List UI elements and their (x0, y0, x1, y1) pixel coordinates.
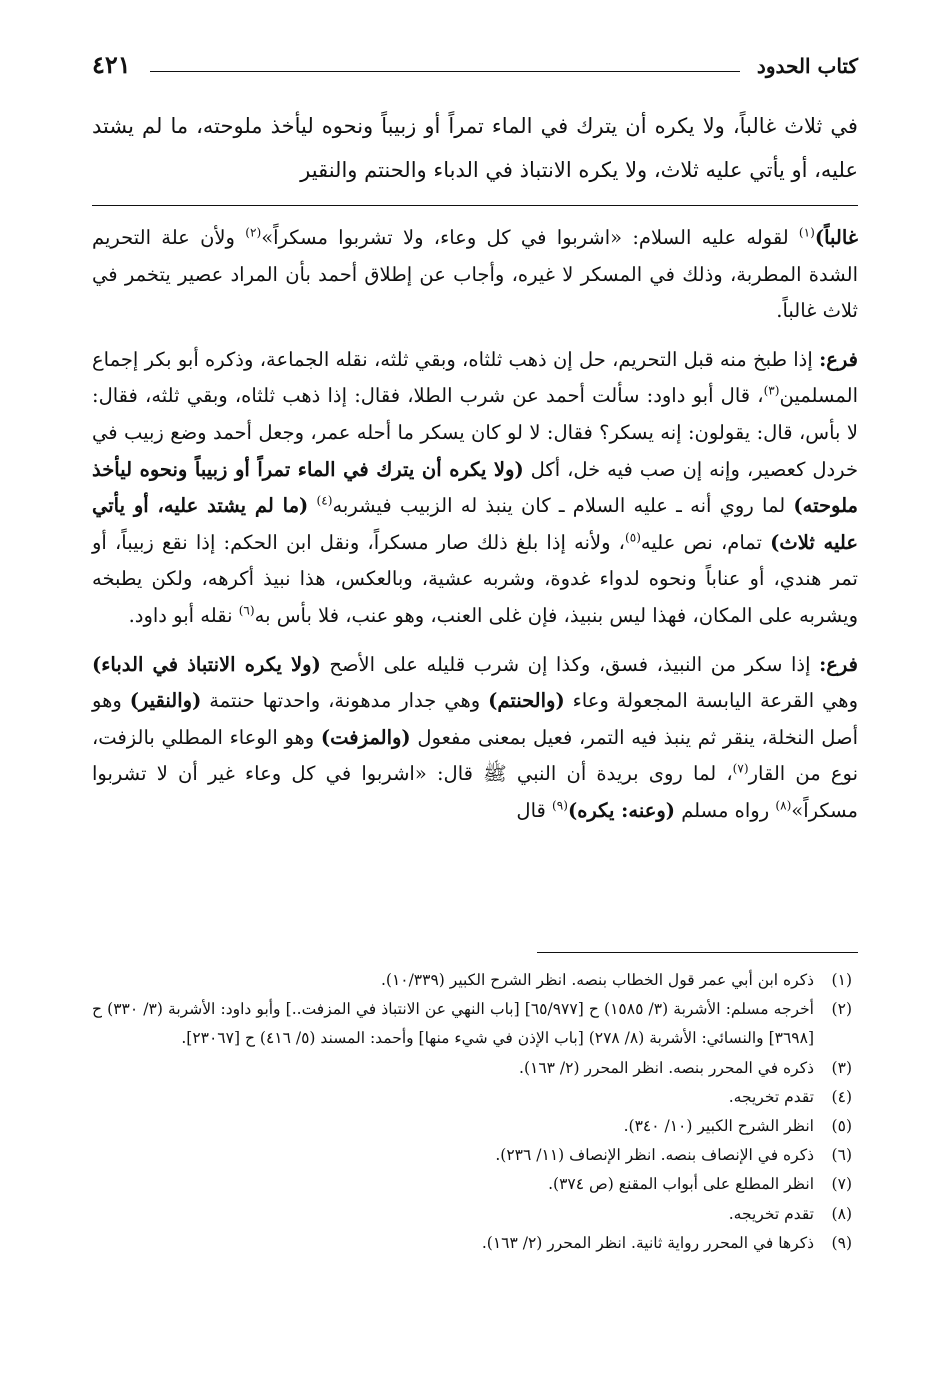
text-segment: إذا سكر من النبيذ، فسق، وكذا إن شرب قليله على الأصح (320, 652, 820, 676)
footnote-number: (٥) (831, 1117, 852, 1136)
running-title: كتاب الحدود (756, 54, 858, 78)
footnote-text: ذكره ابن أبي عمر قول الخطاب بنصه. انظر الشرح الكبير (١٠/٣٣٩). (380, 971, 814, 989)
quoted-matn: (والنقير) (129, 689, 202, 713)
footnote-ref: (٧) (732, 761, 749, 776)
footnote-number: (٩) (831, 1233, 852, 1252)
quoted-matn: (والحنتم) (488, 689, 565, 713)
quoted-matn: (ولا يكره الانتباذ في الدباء) (92, 652, 321, 676)
text-segment: رواه مسلم (675, 798, 776, 822)
text-segment: قال (516, 798, 553, 822)
footnote-text: تقدم تخريجه. (728, 1204, 814, 1223)
quoted-matn: (والمزفت) (320, 725, 411, 749)
footnote (92, 995, 858, 1053)
footnote-text: ذكره في الإنصاف بنصه. انظر الإنصاف (١١/ ٢٣٦). (495, 1146, 814, 1165)
footnote (92, 1170, 858, 1199)
footnotes (92, 966, 858, 1258)
lead-word: فرع: (819, 347, 858, 371)
footnote-ref: (٣) (763, 383, 780, 398)
footnote-number: (٦) (831, 1146, 852, 1165)
page-number: ٤٢١ (92, 50, 131, 79)
footnote-number: (٣) (831, 1058, 852, 1077)
main-text-line: في ثلاث غالباً، ولا يكره أن يترك في الماء تمراً أو زبيباً ونحوه ليأخذ ملوحته، ما (170, 114, 858, 138)
page-header (92, 50, 858, 90)
text-segment: وهو أصل النخلة، ينقر ثم ينبذ فيه التمر، فعيل بمعنى مفعول (92, 689, 858, 749)
text-segment: ، قال أبو داود: سألت أحمد عن شرب الطلا، فقال: إذا ذهب ثلثاه، وبقي ثلثه، فقال: لا بأس، قال: يقولون: إنه يسكر؟ فقال: لا لو كان يسكر ما أحله عمر، وجعل أحمد وضع زبيب في خردل كعصير، وإنه إن صب فيه خل، أكل (92, 384, 858, 481)
footnote (92, 1112, 858, 1141)
text-segment: ، ولأنه إذا بلغ ذلك صار مسكراً، ونقل ابن الحكم: إذا نقع زبيباً، أو تمر هندي، أو عناباً ونحوه لدواء غدوة، وشربه عشية، وبالعكس، هذا نبيذ أكرهه، ولكن يطبخه ويشربه على المكان، فهذا ليس بنبيذ، فإن غلى العنب، وهو عنب، فلا بأس به (92, 530, 858, 627)
footnote-rule (537, 952, 858, 953)
footnote (92, 1083, 858, 1112)
text-segment (308, 494, 316, 517)
footnote-ref: (٤) (316, 493, 333, 508)
text-divider (92, 205, 858, 206)
footnote-text: انظر الشرح الكبير (١٠/ ٣٤٠). (623, 1117, 814, 1136)
commentary-paragraph (92, 647, 858, 830)
text-segment: لقوله عليه السلام: «اشربوا في كل وعاء، ولا تشربوا مسكراً» (261, 226, 799, 249)
footnote (92, 966, 858, 995)
text-segment: تمام، نص عليه (640, 530, 771, 554)
footnote (92, 1200, 858, 1229)
commentary (92, 220, 858, 830)
footnote-ref: (٩) (552, 798, 568, 813)
footnote-ref: (١) (798, 225, 815, 240)
footnote (92, 1141, 858, 1170)
footnote-text: أخرجه مسلم: الأشربة (٣/ ١٥٨٥) ح [٦٥/٩٧٧] [باب النهي عن الانتباذ في المزفت..] وأبو داود: الأشربة (٣/ ٣٣٠) ح [٣٦٩٨] والنسائي: الأشربة (٨/ ٢٧٨) [باب الإذن في شيء منها] وأحمد: المسند (٥/ ٤١٦) ح [٢٣٠٦٧]. (92, 1000, 814, 1048)
main-text (92, 104, 858, 192)
text-segment: لما روي أنه ـ عليه السلام ـ كان ينبذ له الزبيب فيشربه (332, 494, 794, 518)
footnote-number: (٤) (831, 1087, 852, 1106)
lead-word: فرع: (819, 652, 858, 676)
text-segment: وهي القرعة اليابسة المجعولة وعاء (564, 689, 858, 713)
footnote-text: تقدم تخريجه. (728, 1087, 814, 1106)
quoted-matn: (ولا يكره أن يترك في الماء تمراً أو زبيباً ونحوه ليأخذ ملوحته) (92, 457, 858, 518)
text-segment: نقله أبو داود. (128, 603, 239, 627)
footnote-text: ذكرها في المحرر رواية ثانية. انظر المحرر (٢/ ١٦٣). (481, 1233, 814, 1252)
lead-word: غالباً) (814, 226, 858, 249)
footnote-number: (١) (831, 971, 852, 989)
footnote-number: (٨) (831, 1204, 852, 1223)
text-segment: إذا طبخ منه قبل التحريم، حل إن ذهب ثلثاه، وبقي ثلثه، نقله الجماعة، وذكره أبو بكر إجماع المسلمين (92, 347, 858, 408)
footnote-text: انظر المطلع على أبواب المقنع (ص ٣٧٤). (548, 1175, 814, 1194)
text-segment: وهي جدار مدهونة، واحدتها حنتمة (201, 689, 489, 713)
footnote-text: ذكره في المحرر بنصه. انظر المحرر (٢/ ١٦٣). (519, 1058, 814, 1077)
quoted-matn: (ما لم يشتد عليه، أو يأتي عليه ثلاث) (92, 494, 858, 554)
footnote-ref: (٨) (775, 798, 792, 813)
footnote-ref: (٢) (245, 225, 262, 240)
text-segment: ، لما روى بريدة أن النبي ﷺ قال: «اشربوا في كل وعاء غير أن لا تشربوا مسكراً» (92, 762, 858, 822)
footnote-number: (٧) (831, 1175, 852, 1194)
footnote (92, 1054, 858, 1083)
footnote (92, 1229, 858, 1258)
header-rule (150, 71, 740, 72)
commentary-paragraph (92, 220, 858, 330)
quoted-matn: (وعنه: يكره) (567, 798, 675, 822)
footnote-ref: (٥) (624, 530, 641, 545)
main-text-line: لم يشتد عليه، أو يأتي عليه ثلاث، ولا يكره الانتباذ في الدباء والحنتم والنقير (92, 114, 858, 182)
footnote-number: (٢) (831, 1000, 852, 1019)
text-segment: وهو الوعاء المطلي بالزفت، نوع من القار (92, 725, 859, 786)
footnote-ref: (٦) (238, 603, 255, 618)
text-segment: ولأن علة التحريم الشدة المطربة، وذلك في المسكر لا غيره، وأجاب عن إطلاق أحمد بأن المراد عصير يتخمر في ثلاث غالباً. (92, 226, 858, 323)
commentary-paragraph (92, 342, 858, 635)
